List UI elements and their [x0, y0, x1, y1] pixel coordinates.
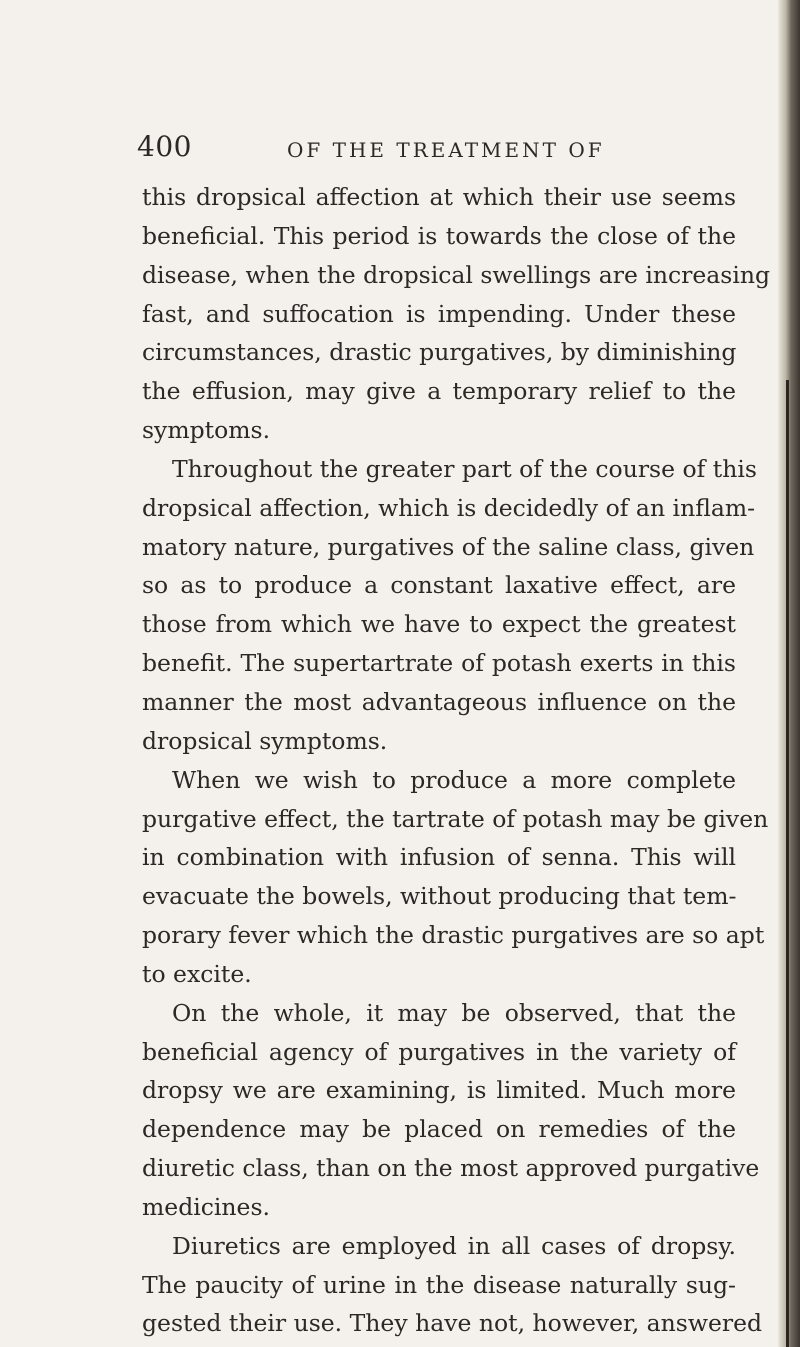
text-line: to excite. — [142, 959, 252, 988]
text-line: Throughout the greater part of the course of this — [172, 454, 757, 483]
text-line: purgative effect, the tartrate of potash may be given — [142, 804, 769, 833]
text-line: The paucity of urine in the disease naturally sug- — [142, 1270, 736, 1299]
text-line: dependence may be placed on remedies of the — [142, 1115, 736, 1144]
binding-gutter-line — [786, 380, 789, 1347]
text-line: On the whole, it may be observed, that the — [172, 998, 736, 1027]
text-line: those from which we have to expect the greatest — [142, 610, 736, 639]
text-line: symptoms. — [142, 416, 271, 445]
text-line: dropsy we are examining, is limited. Much more — [142, 1076, 736, 1105]
text-line: dropsical symptoms. — [142, 726, 388, 755]
text-line: in combination with infusion of senna. This will — [142, 843, 736, 872]
text-line: evacuate the bowels, without producing that tem- — [142, 882, 737, 911]
text-line: dropsical affection, which is decidedly of an inflam- — [142, 493, 756, 522]
text-line: manner the most advantageous influence on the — [142, 687, 736, 716]
text-line: medicines. — [142, 1192, 270, 1221]
text-line: the effusion, may give a temporary relief to the — [142, 377, 736, 406]
page-number: 400 — [137, 130, 192, 163]
text-line: gested their use. They have not, however, answered — [142, 1309, 763, 1338]
text-line: so as to produce a constant laxative effect, are — [142, 571, 736, 600]
text-line: porary fever which the drastic purgatives are so apt — [142, 921, 765, 950]
text-line: fast, and suffocation is impending. Under these — [142, 299, 736, 328]
text-line: matory nature, purgatives of the saline class, given — [142, 532, 755, 561]
book-binding-edge — [778, 0, 800, 1347]
text-line: diuretic class, than on the most approved purgative — [142, 1154, 760, 1183]
text-line: beneficial. This period is towards the close of the — [142, 221, 736, 250]
text-line: When we wish to produce a more complete — [172, 765, 736, 794]
text-line: beneficial agency of purgatives in the variety of — [142, 1037, 736, 1066]
text-line: this dropsical affection at which their use seems — [142, 183, 736, 211]
running-head: OF THE TREATMENT OF — [287, 138, 605, 162]
text-line: disease, when the dropsical swellings are increasing — [142, 260, 771, 289]
page-header — [137, 130, 737, 170]
text-line: circumstances, drastic purgatives, by diminishing — [142, 338, 737, 367]
body-text — [142, 178, 771, 1343]
text-line: Diuretics are employed in all cases of dropsy. — [172, 1231, 736, 1260]
text-line: benefit. The supertartrate of potash exerts in this — [142, 649, 736, 678]
